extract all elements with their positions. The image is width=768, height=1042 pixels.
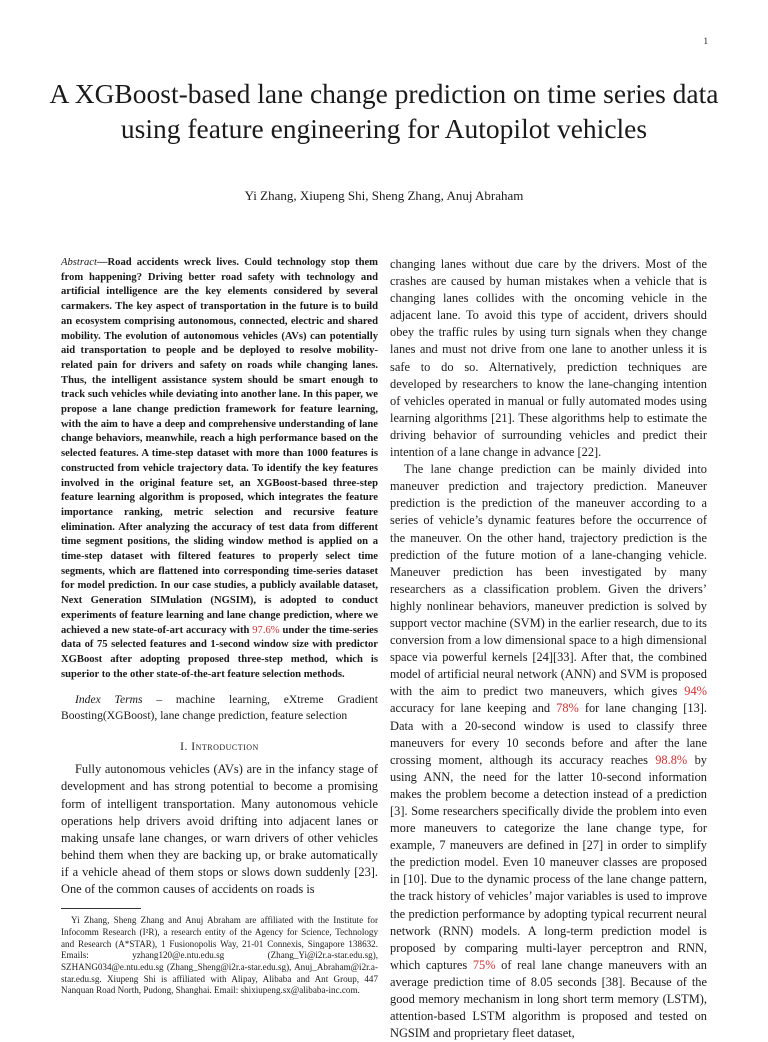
index-terms-text: – machine learning, eXtreme Gradient Boosting(XGBoost), lane change prediction, feature selection <box>61 693 378 722</box>
abstract-text: —Road accidents wreck lives. Could technology stop them from happening? Driving better road safety with technology and artificial intelligence are the key elements considered by several carmakers. The key aspect of transportation in the future is to build an ecosystem comprising autonomous, connected, electric and shared mobility. The evolution of autonomous vehicles (AVs) can potentially aid transportation to people and be deployed to resolve mobility-related pain for drivers and safety on roads while changing lanes. Thus, the intelligent assistance system should be smart enough to track such vehicles while deviating into another lane. In this paper, we propose a lane change prediction framework for feature learning, with the aim to have a deep and comprehensive understanding of lane change behaviors, meanwhile, reach a high performance based on the selected features. A time-step dataset with more than 1000 features is constructed from vehicle trajectory data. To identify the key features involved in the original feature set, an XGBoost-based three-step feature learning algorithm is proposed, which integrates the feature importance ranking, metric selection and recursive feature elimination. After analyzing the accuracy of test data from different time segment positions, the sliding window method is applied on a time-step dataset with filtered features to properly select time segments, which are flattened into corresponding time-series dataset for model prediction. In our case studies, a publicly available dataset, Next Generation SIMulation (NGSIM), is adopted to conduct experiments of feature learning and lane change prediction, where we achieved a new state-of-art accuracy with <box>61 257 378 636</box>
index-terms <box>61 692 378 723</box>
paper-title: A XGBoost-based lane change prediction on time series data using feature engineering for Autopilot vehicles <box>49 78 719 144</box>
left-column <box>61 256 378 997</box>
index-terms-label: Index Terms <box>75 693 143 707</box>
abstract-label: Abstract <box>61 257 97 268</box>
paragraph-text-1: The lane change prediction can be mainly divided into maneuver prediction and trajectory prediction. Maneuver prediction is the prediction of the maneuver according to a series of vehicle’s dynamic features before the occurrence of the maneuver. On the other hand, trajectory prediction is the prediction of the future motion of a lane-changing vehicle. Maneuver prediction has been investigated by many researchers as a classification problem. Given the drivers’ highly nonlinear behaviors, maneuver prediction is solved by support vector machine (SVM) in the earlier research, due to its conversion from a low dimensional space to a high dimensional space via powerful kernels [24][33]. After that, the combined model of artificial neural network (ANN) and SVM is proposed with the aim to predict two maneuvers, which gives <box>390 462 707 699</box>
capture-rate: 75% <box>472 957 496 972</box>
accuracy-ann: 98.8% <box>655 752 688 767</box>
paragraph-text-2: accuracy for lane keeping and <box>390 701 557 716</box>
paragraph-text-5: of real lane change maneuvers with an average prediction time of 8.05 seconds [38]. Because of the good memory mechanism in long short term memory (LSTM), attention-based LSTM algorithm is proposed and tested on NGSIM and proprietary fleet dataset, <box>390 957 707 1041</box>
abstract-accuracy-value: 97.6% <box>252 624 280 636</box>
intro-paragraph-left: Fully autonomous vehicles (AVs) are in the infancy stage of development and has strong potential to become a promising form of intelligent transportation. Many autonomous vehicle operations help drivers avoid drifting into adjacent lanes or making unsafe lane changes, or warn drivers of other vehicles behind them when they are backing up, or brake automatically if a vehicle ahead of them stops or slows down suddenly [23]. One of the common causes of accidents on roads is <box>61 762 378 897</box>
section-heading-introduction: I. Introduction <box>180 741 259 754</box>
paragraph-text-4: by using ANN, the need for the latter 10-second information makes the problem become a detection instead of a prediction [3]. Some researchers specifically divide the problem into even more maneuvers to categorize the lane change type, for example, 7 maneuvers are defined in [27] in order to simplify the prediction model. Even 10 maneuver classes are proposed in [10]. Due to the dynamic process of the lane change pattern, the track history of vehicles’ major variables is used to improve the prediction performance by adopting typical recurrent neural network (RNN) models. A long-term prediction model is proposed by comparing multi-layer perceptron and RNN, which captures <box>390 752 707 972</box>
accuracy-lane-changing: 78% <box>556 701 579 716</box>
intro-paragraph-lane-change <box>390 461 707 1042</box>
abstract-text-end: under the time-series data of 75 selected features and 1-second window size with predictor XGBoost after adopting proposed three-step method, which is superior to the other state-of-the-art feature selection methods. <box>61 624 378 680</box>
intro-paragraph-continued: changing lanes without due care by the drivers. Most of the crashes are caused by human mistakes when a vehicle that is changing lanes collides with the oncoming vehicle in the adjacent lane. To avoid this type of accident, drivers should obey the traffic rules by using turn signals when they change lanes and must not drive from one lane to another unless it is safe to do so. Alternatively, prediction techniques are developed by researchers to know the lane-changing intention of vehicles operated in manual or fully automated modes using learning algorithms [21]. These algorithms help to estimate the driving behavior of surrounding vehicles and predict their intention of a lane change in advance [22]. <box>390 257 707 460</box>
author-list: Yi Zhang, Xiupeng Shi, Sheng Zhang, Anuj Abraham <box>244 188 524 203</box>
page-number: 1 <box>703 36 708 46</box>
affiliation-footnote: Yi Zhang, Sheng Zhang and Anuj Abraham are affiliated with the Institute for Infocomm Research (I²R), a research entity of the Agency for Science, Technology and Research (A*STAR), 1 Fusionopolis Way, 21-01 Connexis, Singapore 138632. Emails: yzhang120@e.ntu.edu.sg (Zhang_Yi@i2r.a-star.edu.sg), SZHANG034@e.ntu.edu.sg (Zhang_Sheng@i2r.a-star.edu.sg), Anuj_Abraham@i2r.a-star.edu.sg. Xiupeng Shi is affiliated with Alipay, Alibaba and Ant Group, 447 Nanquan Road North, Pudong, Shanghai. Email: shixiupeng.sx@alibaba-inc.com. <box>61 915 378 996</box>
footnote-divider <box>61 908 141 909</box>
paragraph-text-3: for lane changing [13]. Data with a 20-second window is used to classify three maneuvers for every 10 seconds before and after the lane crossing moment, although its accuracy reaches <box>390 701 708 767</box>
abstract <box>61 256 378 682</box>
accuracy-lane-keeping: 94% <box>684 684 707 699</box>
right-column <box>390 256 707 1042</box>
